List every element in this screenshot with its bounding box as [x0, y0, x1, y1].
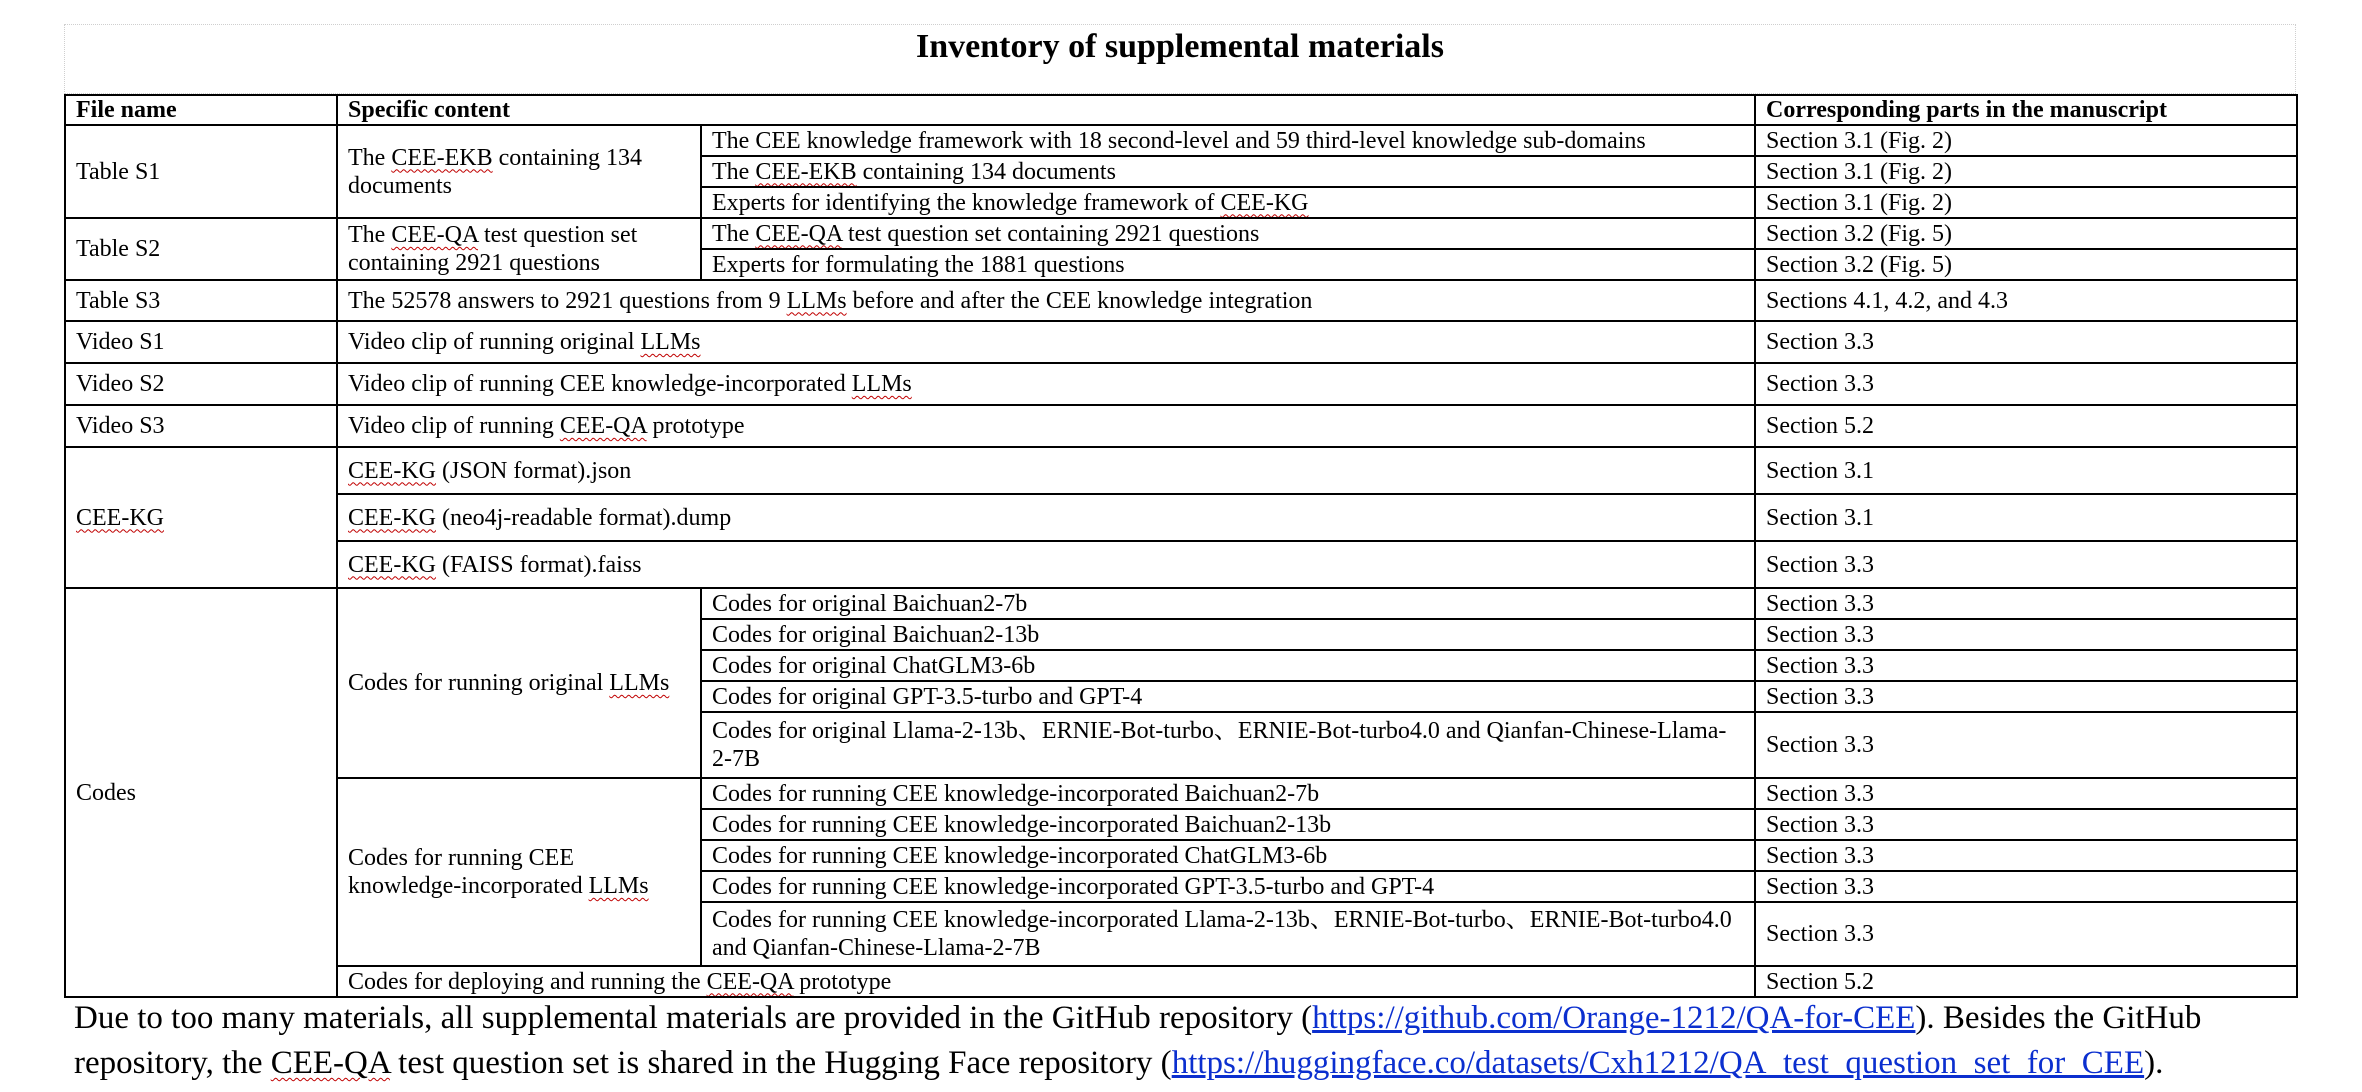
- content-cell: The CEE knowledge framework with 18 second-level and 59 third-level knowledge sub-domains: [701, 125, 1755, 156]
- github-link[interactable]: https://github.com/Orange-1212/QA-for-CEE: [1312, 1000, 1916, 1036]
- section-cell: Section 3.3: [1755, 809, 2297, 840]
- content-cell: The CEE-EKB containing 134 documents: [701, 156, 1755, 187]
- section-cell: Section 3.3: [1755, 902, 2297, 966]
- table-row: [65, 778, 2297, 809]
- content-group-cell: Codes for running CEE knowledge-incorporated LLMs: [337, 778, 701, 966]
- file-name-cell: Table S2: [65, 218, 337, 280]
- spellcheck-term: CEE-QA: [706, 968, 794, 995]
- table-row: [65, 966, 2297, 997]
- section-cell: Section 3.3: [1755, 840, 2297, 871]
- content-cell: Codes for running CEE knowledge-incorporated Baichuan2-7b: [701, 778, 1755, 809]
- content-group-cell: The CEE-EKB containing 134 documents: [337, 125, 701, 218]
- section-cell: Section 3.3: [1755, 588, 2297, 619]
- content-cell: Codes for original Baichuan2-13b: [701, 619, 1755, 650]
- header-specific-content: Specific content: [337, 95, 1755, 125]
- section-cell: Sections 4.1, 4.2, and 4.3: [1755, 280, 2297, 321]
- spellcheck-term: CEE-KG: [76, 504, 164, 531]
- content-cell: Video clip of running original LLMs: [337, 321, 1755, 363]
- content-cell: The 52578 answers to 2921 questions from 9 LLMs before and after the CEE knowledge integration: [337, 280, 1755, 321]
- section-cell: Section 3.3: [1755, 778, 2297, 809]
- content-cell: Experts for formulating the 1881 questions: [701, 249, 1755, 280]
- table-row: [65, 494, 2297, 541]
- file-name-cell: [65, 447, 337, 588]
- section-cell: Section 3.2 (Fig. 5): [1755, 218, 2297, 249]
- spellcheck-term: CEE-QA: [755, 220, 842, 247]
- spellcheck-term: CEE-QA: [559, 413, 647, 439]
- table-row: [65, 321, 2297, 363]
- content-cell: Video clip of running CEE knowledge-incorporated LLMs: [337, 363, 1755, 405]
- spellcheck-term: CEE-KG: [348, 551, 436, 578]
- section-cell: Section 3.3: [1755, 712, 2297, 778]
- section-cell: Section 3.1 (Fig. 2): [1755, 156, 2297, 187]
- section-cell: Section 3.1: [1755, 447, 2297, 494]
- section-cell: Section 3.1 (Fig. 2): [1755, 125, 2297, 156]
- table-row: [65, 125, 2297, 156]
- content-cell: CEE-KG (JSON format).json: [337, 447, 1755, 494]
- huggingface-link[interactable]: https://huggingface.co/datasets/Cxh1212/QA_test_question_set_for_CEE: [1171, 1045, 2145, 1081]
- content-cell: Codes for original Llama-2-13b、ERNIE-Bot-turbo、ERNIE-Bot-turbo4.0 and Qianfan-Chinese-Llama-2-7B: [701, 712, 1755, 778]
- table-row: [65, 218, 2297, 249]
- content-cell: Codes for running CEE knowledge-incorporated Baichuan2-13b: [701, 809, 1755, 840]
- content-cell: CEE-KG (FAISS format).faiss: [337, 541, 1755, 588]
- table-row: [65, 541, 2297, 588]
- spellcheck-term: CEE-KG: [1220, 189, 1309, 216]
- spellcheck-term: CEE-KG: [348, 457, 436, 484]
- footer-note: Due to too many materials, all supplemental materials are provided in the GitHub repository (https://github.com/Orange-1212/QA-for-CEE). Besides the GitHub repository, the CEE-QA test question set is shared in the Hugging Face repository (https://huggingface.co/datasets/Cxh1212/QA_test_question_set_for_CEE).: [74, 1000, 2202, 1081]
- section-cell: Section 3.2 (Fig. 5): [1755, 249, 2297, 280]
- file-name-cell: Video S3: [65, 405, 337, 447]
- section-cell: Section 3.1: [1755, 494, 2297, 541]
- content-cell: Video clip of running CEE-QA prototype: [337, 405, 1755, 447]
- content-cell: CEE-KG (neo4j-readable format).dump: [337, 494, 1755, 541]
- section-cell: Section 3.1 (Fig. 2): [1755, 187, 2297, 218]
- section-cell: Section 5.2: [1755, 405, 2297, 447]
- spellcheck-term: LLMs: [851, 371, 912, 397]
- content-cell: Codes for deploying and running the CEE-QA prototype: [337, 966, 1755, 997]
- content-cell: Codes for running CEE knowledge-incorporated ChatGLM3-6b: [701, 840, 1755, 871]
- table-row: [65, 363, 2297, 405]
- table-row: [65, 447, 2297, 494]
- section-cell: Section 3.3: [1755, 619, 2297, 650]
- content-group-cell: The CEE-QA test question set containing 2921 questions: [337, 218, 701, 280]
- spellcheck-term: LLMs: [588, 873, 649, 899]
- spellcheck-term: CEE-EKB: [755, 158, 857, 185]
- header-corresponding: Corresponding parts in the manuscript: [1755, 95, 2297, 125]
- section-cell: Section 3.3: [1755, 363, 2297, 405]
- document-title: Inventory of supplemental materials: [916, 28, 1444, 65]
- content-cell: Codes for original GPT-3.5-turbo and GPT-4: [701, 681, 1755, 712]
- section-cell: Section 3.3: [1755, 681, 2297, 712]
- content-cell: The CEE-QA test question set containing 2921 questions: [701, 218, 1755, 249]
- file-name-cell: Video S2: [65, 363, 337, 405]
- header-row: [65, 95, 2297, 125]
- content-group-cell: Codes for running original LLMs: [337, 588, 701, 778]
- spellcheck-term: CEE-EKB: [391, 144, 493, 171]
- table-row: [65, 588, 2297, 619]
- spellcheck-term: CEE-KG: [348, 504, 436, 531]
- file-name-cell: Codes: [65, 588, 337, 997]
- spellcheck-term: LLMs: [640, 329, 701, 355]
- spellcheck-term: CEE-QA: [391, 222, 478, 248]
- section-cell: Section 3.3: [1755, 321, 2297, 363]
- spellcheck-term: CEE-QA: [270, 1045, 390, 1081]
- file-name-cell: Table S1: [65, 125, 337, 218]
- table-row: [65, 405, 2297, 447]
- file-name-cell: Table S3: [65, 280, 337, 321]
- inventory-table: [64, 94, 2298, 998]
- section-cell: Section 5.2: [1755, 966, 2297, 997]
- section-cell: Section 3.3: [1755, 541, 2297, 588]
- header-file-name: File name: [65, 95, 337, 125]
- content-cell: Experts for identifying the knowledge framework of CEE-KG: [701, 187, 1755, 218]
- section-cell: Section 3.3: [1755, 650, 2297, 681]
- spellcheck-term: LLMs: [786, 287, 847, 314]
- table-row: [65, 280, 2297, 321]
- section-cell: Section 3.3: [1755, 871, 2297, 902]
- content-cell: Codes for running CEE knowledge-incorporated GPT-3.5-turbo and GPT-4: [701, 871, 1755, 902]
- content-cell: Codes for running CEE knowledge-incorporated Llama-2-13b、ERNIE-Bot-turbo、ERNIE-Bot-turbo4.0 and Qianfan-Chinese-Llama-2-7B: [701, 902, 1755, 966]
- content-cell: Codes for original Baichuan2-7b: [701, 588, 1755, 619]
- file-name-cell: Video S1: [65, 321, 337, 363]
- content-cell: Codes for original ChatGLM3-6b: [701, 650, 1755, 681]
- spellcheck-term: LLMs: [609, 670, 670, 696]
